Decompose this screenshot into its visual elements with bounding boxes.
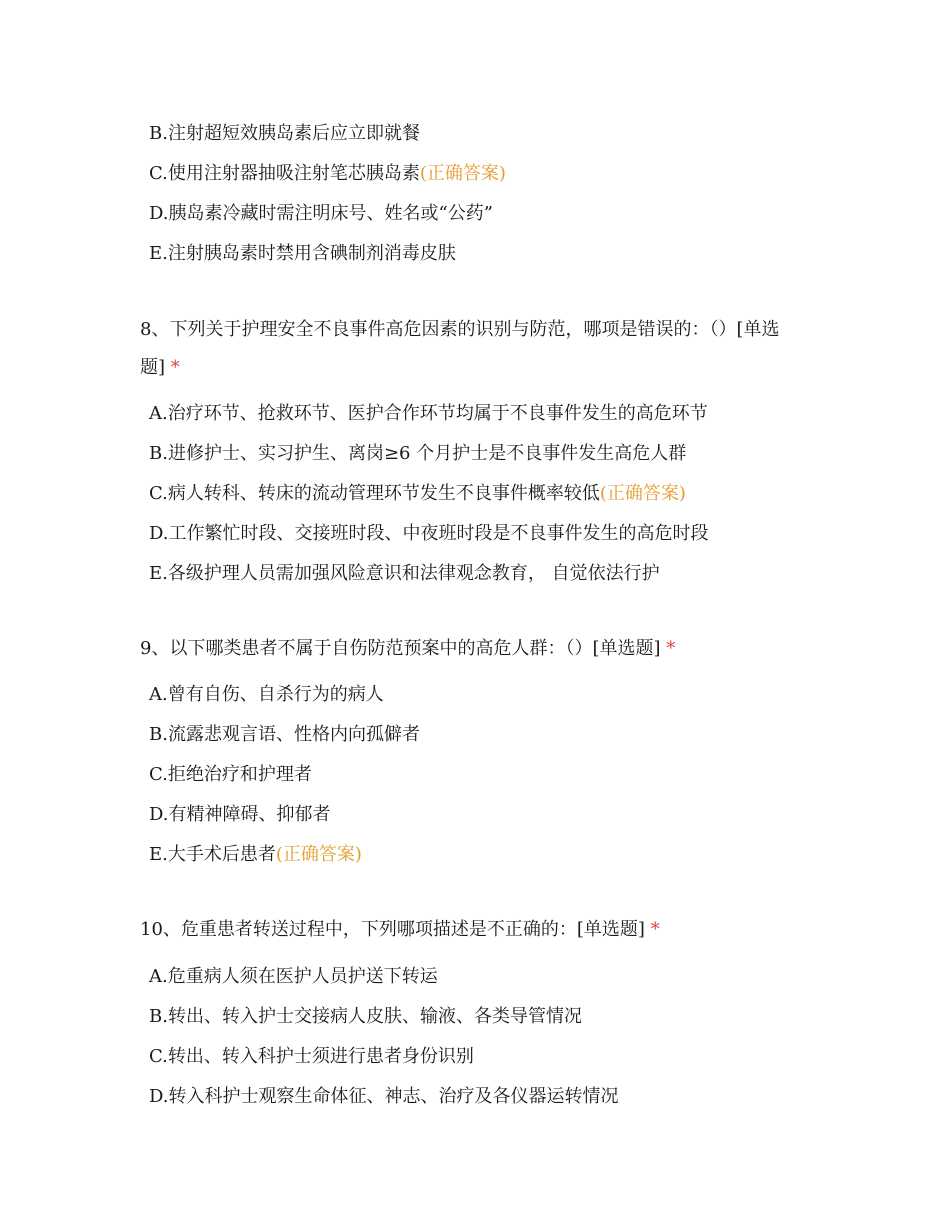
option-text: B.转出、转入护士交接病人皮肤、输液、各类导管情况 (149, 1006, 582, 1027)
question-10-option-b[interactable] (149, 1005, 582, 1029)
option-text: B.注射超短效胰岛素后应立即就餐 (149, 123, 420, 144)
question-10-option-c[interactable] (149, 1045, 474, 1069)
question-9-option-b[interactable] (149, 723, 420, 747)
option-text: E.注射胰岛素时禁用含碘制剂消毒皮肤 (149, 243, 456, 264)
question-8-option-d[interactable] (149, 522, 709, 546)
required-mark: * (650, 919, 660, 940)
option-text: C.病人转科、转床的流动管理环节发生不良事件概率较低 (149, 483, 600, 504)
option-e[interactable] (149, 242, 456, 266)
option-text: A.曾有自伤、自杀行为的病人 (149, 684, 384, 705)
option-text: B.进修护士、实习护生、离岗≥6 个月护士是不良事件发生高危人群 (149, 443, 687, 464)
required-mark: * (170, 357, 180, 378)
question-8-option-c[interactable] (149, 482, 686, 506)
question-8-title (140, 311, 800, 387)
option-c[interactable] (149, 162, 506, 186)
question-8-option-b[interactable] (149, 442, 686, 466)
question-9-option-d[interactable] (149, 803, 331, 827)
option-text: D.转入科护士观察生命体征、神志、治疗及各仪器运转情况 (149, 1086, 619, 1107)
option-text: D.工作繁忙时段、交接班时段、中夜班时段是不良事件发生的高危时段 (149, 523, 709, 544)
question-9-title (140, 630, 800, 668)
option-d[interactable] (149, 202, 493, 226)
question-9-option-e[interactable] (149, 843, 362, 867)
question-9-option-a[interactable] (149, 683, 384, 707)
option-text: A.危重病人须在医护人员护送下转运 (149, 966, 438, 987)
question-title-text: 8、下列关于护理安全不良事件高危因素的识别与防范，哪项是错误的：（）[单选题] (140, 319, 780, 378)
option-text: B.流露悲观言语、性格内向孤僻者 (149, 724, 420, 745)
correct-answer-label: (正确答案) (419, 163, 506, 184)
question-10-option-a[interactable] (149, 965, 438, 989)
option-text: D.有精神障碍、抑郁者 (149, 804, 331, 825)
question-9-option-c[interactable] (149, 763, 312, 787)
option-text: A.治疗环节、抢救环节、医护合作环节均属于不良事件发生的高危环节 (149, 403, 708, 424)
correct-answer-label: (正确答案) (275, 844, 362, 865)
question-8-option-e[interactable] (149, 562, 660, 586)
option-text: C.转出、转入科护士须进行患者身份识别 (149, 1046, 474, 1067)
option-text: E.大手术后患者 (149, 844, 276, 865)
question-title-text: 10、危重患者转送过程中，下列哪项描述是不正确的：[单选题] (140, 919, 645, 940)
question-8-option-a[interactable] (149, 402, 708, 426)
option-text: E.各级护理人员需加强风险意识和法律观念教育， 自觉依法行护 (149, 563, 660, 584)
correct-answer-label: (正确答案) (599, 483, 686, 504)
question-title-text: 9、以下哪类患者不属于自伤防范预案中的高危人群：（）[单选题] (140, 638, 661, 659)
question-10-title (140, 911, 800, 949)
option-text: C.使用注射器抽吸注射笔芯胰岛素 (149, 163, 420, 184)
question-10-option-d[interactable] (149, 1085, 619, 1109)
required-mark: * (666, 638, 676, 659)
option-text: D.胰岛素冷藏时需注明床号、姓名或“公药” (149, 203, 493, 224)
option-text: C.拒绝治疗和护理者 (149, 764, 312, 785)
option-b[interactable] (149, 122, 420, 146)
